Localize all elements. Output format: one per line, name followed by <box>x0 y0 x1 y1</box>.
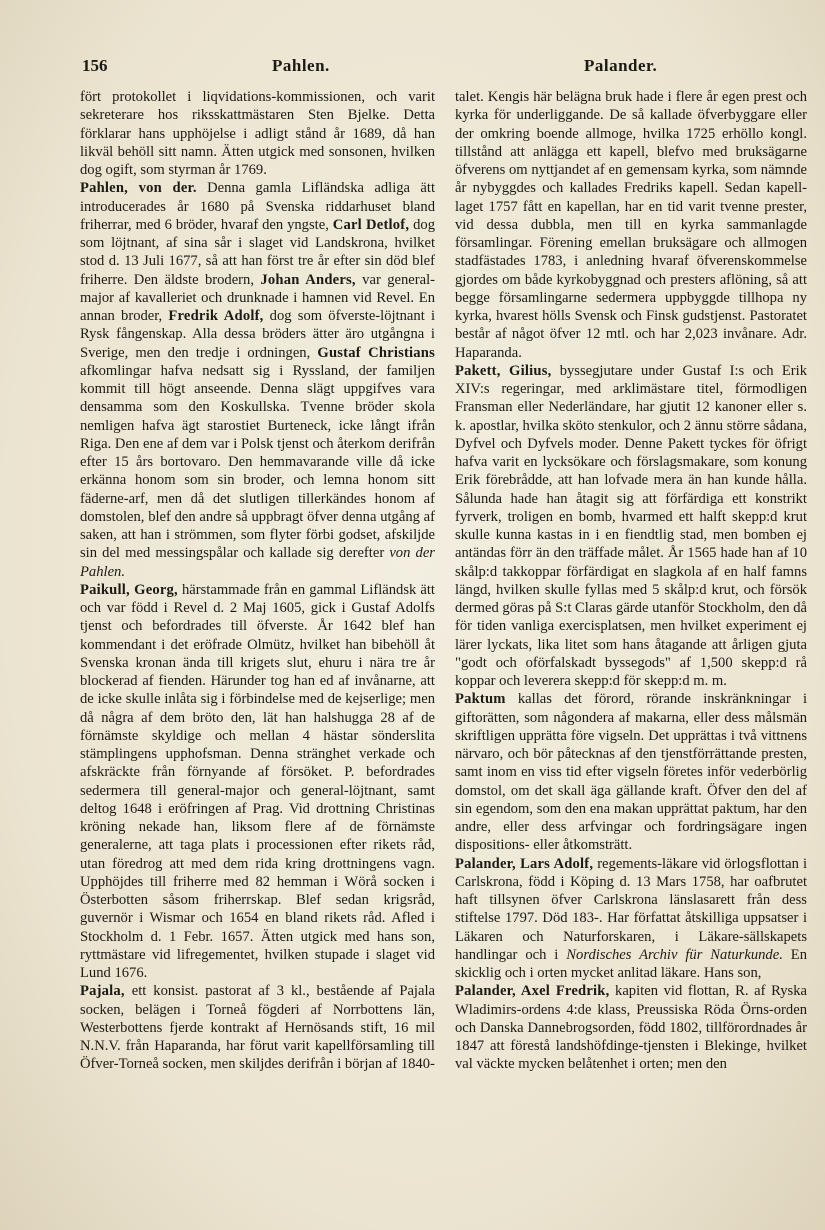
entry-name: Johan Anders, <box>260 271 356 288</box>
entry-continuation <box>80 88 435 179</box>
left-running-head: Pahlen. <box>272 56 330 75</box>
entry-text: En skicklig och i orten mycket anlitad läkare. Hans son, <box>455 946 807 981</box>
entry-headword: Pahlen, von der. <box>80 180 197 197</box>
entry-text: kapiten vid flottan, R. af Ryska Wladimirs-ordens 4:de klass, Preussiska Röda Örns-orden och Danska Dannebrogsorden, född 1802, tillförordnades år 1847 att förestå landshöfdinge-tjensten i Blekinge, hvilket val väckte mycken belåtenhet i orten; men den <box>455 983 807 1073</box>
entry-text: härstammade från en gammal Lifländsk ätt och var född i Revel d. 2 Maj 1605, gick i Gustaf Adolfs tjenst och befordrades till öfverste. År 1642 blef han kommendant i det eröfrade Olmütz, hvilket han bibehöll åt Svenska kronan ända till krigets slut, ehuru i nära tre år blockerad af fienden. Härunder tog han ed af invånarne, att de icke skulle inlåta sig i förbindelse med de kejserlige; men då några af dem bröto den, lät han halshugga 28 af de förnämste skyldige och mellan 4 hästar sönderslita stämplingens upphofsman. Denna stränghet verkade och afskräckte från förnyande af försöket. P. befordrades sedermera till general-major och general-löjtnant, samt deltog 1648 i eröfringen af Prag. Vid drottning Christinas kröning nekade han, liksom flere af de förnämste generalerne, att taga plats i processionen efter rikets råd, utan föredrog att med dem rida kring drottningens vagn. Upphöjdes till friherre med 82 hemman i Wörå socken i Österbotten såsom friherrskap. Blef sedan krigsråd, guvernör i Wismar och 1654 en bland rikets råd. Afled i Stockholm d. 1 Febr. 1657. Ätten utgick med hans son, ryttmästare vid lifregementet, hvilken stupade i slaget vid Lund 1676. <box>80 581 435 981</box>
entry-text: fört protokollet i liqvidations-kommissionen, och varit sekreterare hos riksskattmästaren Sten Bjelke. Detta förklarar hans upphöjelse i adligt stånd år 1689, då han likväl behöll sitt namn. Ätten utgick med sonsonen, hvilken dog ogift, som styrman år 1769. <box>80 89 435 178</box>
entry-name: Fredrik Adolf, <box>168 308 264 324</box>
entry-paikull <box>80 581 435 983</box>
entry-pakett <box>455 362 807 691</box>
entry-headword: Pakett, Gilius, <box>455 362 552 379</box>
left-column <box>80 88 435 1158</box>
entry-italic: Nordisches Archiv für Naturkunde. <box>566 946 783 963</box>
entry-text: byssegjutare under Gustaf I:s och Erik XIV:s regeringar, med arklimästare titel, förmodligen Fransman eller Nederländare, har gjutit 12 kanoner eller s. k. apostlar, hvilka sköto stenkulor, och 2 ännu större sådana, Dyfvel och Dyfvels moder. Denne Pakett tyckes för öfrigt hafva varit en lycksökare och förslagsmakare, som konung Erik förebrådde, att han lofvade mera än han kunde hålla. Sålunda hade han åtagit sig att förfärdiga ett konstrikt fyrverk, troligen en bomb, hvarmed ett halft skepp:d krut skulle kunna kastas in i en fiendtlig stad, men bomben ej antändas förr än den träffade målet. År 1565 hade han af 10 skålp:d takkoppar förfärdigat en slagkola af en half famns längd, hvilken skulle fyllas med 5 skålp:d krut, och försök dermed göras på S:t Claras gärde utanför Stockholm, den då för tiden vanliga exercisplatsen, men hvilket experiment ej lärer lyckats, lika litet som hans åtagande att årligen gjuta "godt och oförfalskadt byssegods" af 1,500 skepp:d rå koppar och leverera skepp:d för skepp:d m. m. <box>455 362 807 689</box>
entry-italic: von der Pahlen. <box>80 545 435 580</box>
entry-text: kallas det förord, rörande inskränkningar i giftorätten, som någondera af makarna, eller dess målsmän skriftligen upprätta före vigseln. Det upprättas i två vittnens närvaro, och bör påtecknas af den tjenstförrättande presten, samt inom en viss tid efter vigseln företes inför vederbörlig domstol, om det skall äga gällande kraft. Öfver den del af sin egendom, som den ena makan upprättat paktum, har den andre, eller dess arfvingar och fordringsägare ingen dispositions- eller åtkomsträtt. <box>455 691 807 854</box>
entry-paktum <box>455 690 807 854</box>
entry-text: dog som öfverste-löjtnant i Rysk fångenskap. Alla dessa bröders ätter äro utgångna i Sverige, men den tredje i ordningen, <box>80 308 435 361</box>
entry-name: Gustaf Christians <box>317 344 435 361</box>
entry-text: afkomlingar hafva nedsatt sig i Ryssland, der familjen kommit till högt anseende. Denna slägt uppgifves vara densamma som den Koskullska. Tvenne bröder skola nemligen hafva ägt starostiet Burteneck, icke långt ifrån Riga. Den ene af dem var i Polsk tjenst och återkom derifrån efter 15 års bortovaro. Den hemmavarande ville då icke erkänna honom som sin broder, och lemna honom sitt fäderne-arf, men då det slutligen tillerkändes honom af domstolen, blef den andre så uppbragt öfver denna utgång af saken, att han i strömmen, som flyter förbi godset, afskiljde sin del med messingspålar och kallade sig derefter <box>80 362 435 562</box>
entry-headword: Paikull, Georg, <box>80 581 178 598</box>
entry-text: regements-läkare vid örlogsflottan i Carlskrona, född i Köping d. 13 Mars 1758, har oafbrutet haft tillsynen öfver Carlskrona länslasarett från dess stiftelse 1797. Död 183-. Har författat åtskilliga uppsatser i Läkaren och Naturforskaren, i Läkare-sällskapets handlingar och i <box>455 855 807 963</box>
page-number: 156 <box>82 56 108 75</box>
entry-name: Carl Detlof, <box>332 216 410 233</box>
entry-continuation <box>455 88 807 362</box>
entry-text: talet. Kengis här belägna bruk hade i flere år egen prest och kyrka för underliggande. De så kallade öfverbyggare eller der omkring boende allmoge, hvilka 1725 erhöllo kongl. tillstånd att anlägga ett kapell, blefvo med bruksägarne öfverens om nyttjandet af en gemensam kyrka, som nämnde år nybyggdes och kallades Fredriks kapell. Sedan kapell-laget 1757 fått en kapellan, har en tid varit tvenne prester, vid dessa dubbla, men till en kyrka sammanlagde församlingar. Förening emellan bruksägare och allmogen stadfästades 1783, i anledning hvaraf öfverenskommelse gjordes om både kyrkobyggnad och presters aflöning, så att begge församlingarne sedermera uppbyggde tillhopa ny kyrka, hvarest hölls Svensk och Finsk gudstjenst. Pastoratet består af något öfver 12 mtl. och har 2,023 invånare. Adr. Haparanda. <box>455 89 807 361</box>
entry-pahlen <box>80 179 435 581</box>
entry-pajala <box>80 982 435 1073</box>
page-header <box>82 56 807 82</box>
entry-palander-lars <box>455 855 807 983</box>
right-column <box>455 88 807 1158</box>
entry-headword: Palander, Axel Fredrik, <box>455 983 610 1000</box>
entry-text: dog som löjtnant, af sina sår i slaget vid Landskrona, hvilket stod d. 13 Juli 1677, så att han först tre år efter sin död blef friherre. Den äldste brodern, <box>80 216 435 288</box>
entry-text: ett konsist. pastorat af 3 kl., bestående af Pajala socken, belägen i Torneå fögderi af Norrbottens län, Westerbottens fjerde kontrakt af Hernösands stift, 16 mil N.N.V. från Haparanda, har förut varit kapellförsamling till Öfver-Torneå socken, men skiljdes derifrån i början af 1840- <box>80 983 435 1073</box>
entry-text: Denna gamla Lifländska adliga ätt introducerades år 1680 på Svenska riddarhuset bland friherrar, med 6 bröder, hvaraf den yngste, <box>80 180 435 233</box>
entry-headword: Pajala, <box>80 983 125 1000</box>
entry-palander-axel <box>455 982 807 1073</box>
right-running-head: Palander. <box>584 56 658 75</box>
entry-text: var general-major af kavalleriet och drunknade i hamnen vid Revel. En annan broder, <box>80 271 435 324</box>
entry-headword: Paktum <box>455 691 506 708</box>
entry-headword: Palander, Lars Adolf, <box>455 855 594 872</box>
